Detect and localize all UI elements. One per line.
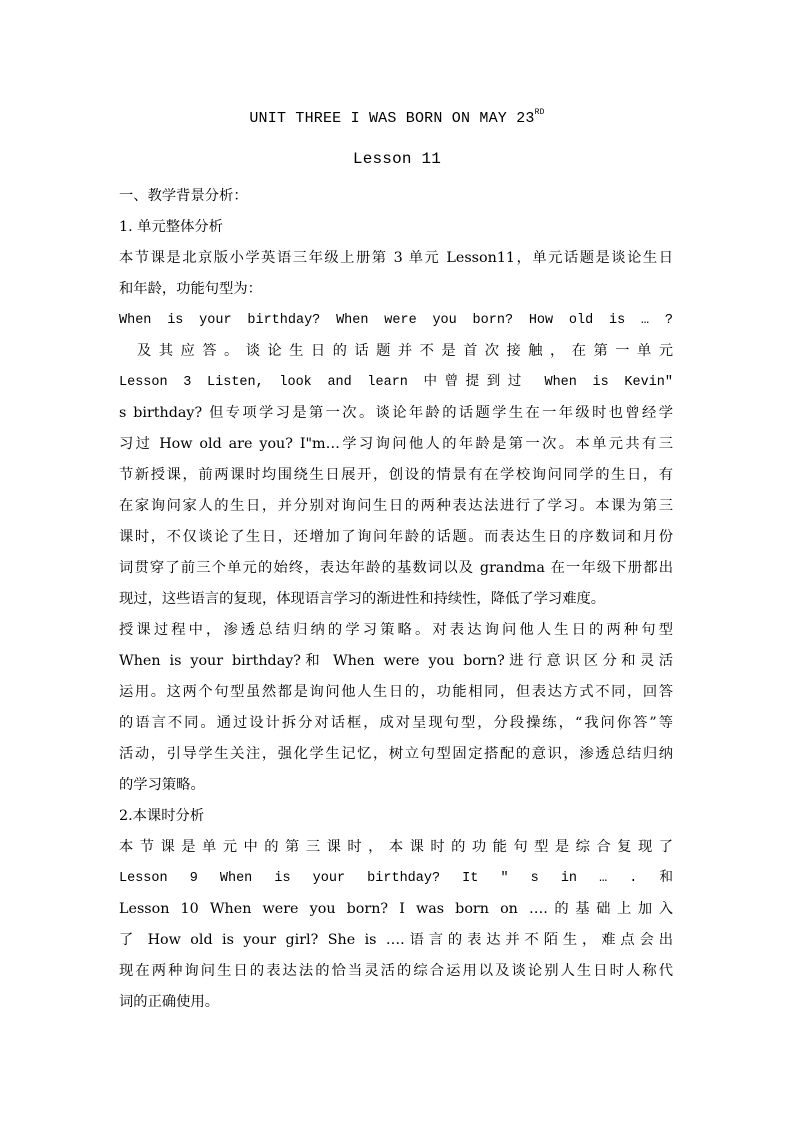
paragraph-learning-strategy (119, 615, 673, 801)
text-line: 了 How old is your girl? She is ….语言的表达并不陌生，难点会出 (119, 932, 673, 948)
text-line: 现过，这些语言的复现，体现语言学习的渐进性和持续性，降低了学习难度。 (119, 591, 606, 607)
text-line: 现在两种询问生日的表达法的恰当灵活的综合运用以及谈论别人生日时人称代 (119, 963, 673, 979)
text-line: When is your birthday? When were you born? How old is … ? (119, 313, 673, 328)
text-line: 节新授课，前两课时均围绕生日展开，创设的情景有在学校询问同学的生日，有 (119, 467, 673, 483)
text-line: Lesson 10 When were you born? I was born on ….的基础上加入 (119, 901, 673, 917)
text-line: 本节课是北京版小学英语三年级上册第 3 单元 Lesson11，单元话题是谈论生日 (119, 250, 673, 266)
subsection-heading-lesson-analysis: 2.本课时分析 (119, 808, 205, 824)
unit-title-superscript: RD (534, 108, 545, 117)
text-line: 习过 How old are you? I"m…学习询问他人的年龄是第一次。本单元共有三 (119, 436, 673, 452)
paragraph-unit-analysis (119, 243, 673, 615)
subsection-heading-unit-analysis: 1. 单元整体分析 (119, 219, 223, 235)
document-body (119, 181, 673, 1018)
unit-title-text: UNIT THREE I WAS BORN ON MAY 23 (249, 110, 535, 127)
text-line: Lesson 3 Listen, look and learn 中曾提到过 When is Kevin" (119, 375, 673, 390)
paragraph-lesson-analysis (119, 832, 673, 1018)
text-line: 活动，引导学生关注，强化学生记忆，树立句型固定搭配的意识，渗透总结归纳 (119, 746, 673, 762)
text-line: 及其应答。谈论生日的话题并不是首次接触，在第一单元 (137, 343, 673, 359)
text-line: s birthday? 但专项学习是第一次。谈论年龄的话题学生在一年级时也曾经学 (119, 405, 673, 421)
text-line: 授课过程中，渗透总结归纳的学习策略。对表达询问他人生日的两种句型 (119, 622, 673, 638)
text-line: 和年龄，功能句型为： (119, 281, 262, 297)
text-line: 词的正确使用。 (119, 994, 220, 1010)
text-line: 课时，不仅谈论了生日，还增加了询问年龄的话题。而表达生日的序数词和月份 (119, 529, 673, 545)
section-heading: 一、教学背景分析： (119, 188, 248, 204)
text-line: Lesson 9 When is your birthday? It " s in … . 和 (119, 871, 673, 886)
unit-title (0, 108, 794, 127)
text-line: 的学习策略。 (119, 777, 205, 793)
lesson-subtitle: Lesson 11 (352, 150, 442, 168)
text-line: 词贯穿了前三个单元的始终，表达年龄的基数词以及 grandma 在一年级下册都出 (119, 560, 673, 576)
text-line: 的语言不同。通过设计拆分对话框，成对呈现句型，分段操练，“我问你答”等 (119, 715, 673, 731)
text-line: 在家询问家人的生日，并分别对询问生日的两种表达法进行了学习。本课为第三 (119, 498, 673, 514)
text-line: When is your birthday?和 When were you born?进行意识区分和灵活 (119, 653, 673, 669)
text-line: 本节课是单元中的第三课时，本课时的功能句型是综合复现了 (119, 839, 673, 855)
text-line: 运用。这两个句型虽然都是询问他人生日的，功能相同，但表达方式不同，回答 (119, 684, 673, 700)
